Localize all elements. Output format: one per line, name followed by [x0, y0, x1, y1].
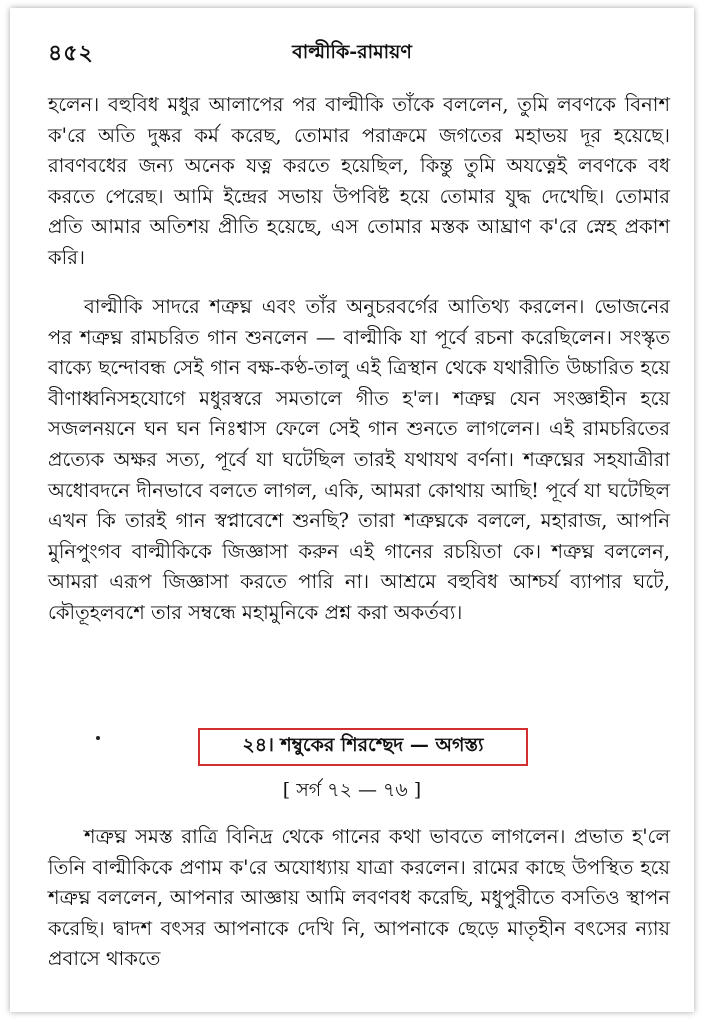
stray-dot-mark	[96, 736, 100, 740]
book-page	[10, 8, 694, 1012]
chapter-heading: ২৪। শম্বুকের শিরশ্ছেদ — অগস্ত্য	[242, 734, 484, 756]
paragraph-1: হলেন। বহুবিধ মধুর আলাপের পর বাল্মীকি তাঁকে বললেন, তুমি লবণকে বিনাশ ক'রে অতি দুষ্কর কর্ম করেছ, তোমার পরাক্রমে জগতের মহাভয় দূর হয়েছে। রাবণবধের জন্য অনেক যত্ন করতে হয়েছিল, কিন্তু তুমি অযত্নেই লবণকে বধ করতে পেরেছ। আমি ইন্দ্রের সভায় উপবিষ্ট হয়ে তোমার যুদ্ধ দেখেছি। তোমার প্রতি আমার অতিশয় প্রীতি হয়েছে, এস তোমার মস্তক আঘ্রাণ ক'রে স্নেহ প্রকাশ করি।	[48, 93, 670, 269]
page-header	[48, 36, 656, 66]
paragraph-3: শত্রুঘ্ন সমস্ত রাত্রি বিনিদ্র থেকে গানের কথা ভাবতে লাগলেন। প্রভাত হ'লে তিনি বাল্মীকিকে প্রণাম ক'রে অযোধ্যায় যাত্রা করলেন। রামের কাছে উপস্থিত হয়ে শত্রুঘ্ন বললেন, আপনার আজ্ঞায় আমি লবণবধ করেছি, মধুপুরীতে বসতিও স্থাপন করেছি। দ্বাদশ বৎসর আপনাকে দেখি নি, আপনাকে ছেড়ে মাতৃহীন বৎসের ন্যায় প্রবাসে থাকতে	[48, 825, 670, 971]
running-title: বাল্মীকি-রামায়ণ	[292, 41, 412, 63]
page-number: ৪৫২	[48, 40, 94, 66]
chapter-heading-highlight	[198, 728, 528, 766]
paragraph-2: বাল্মীকি সাদরে শত্রুঘ্ন এবং তাঁর অনুচরবর্গের আতিথ্য করলেন। ভোজনের পর শত্রুঘ্ন রামচরিত গান শুনলেন — বাল্মীকি যা পূর্বে রচনা করেছিলেন। সংস্কৃত বাক্যে ছন্দোবন্ধ সেই গান বক্ষ-কণ্ঠ-তালু এই ত্রিস্থান থেকে যথারীতি উচ্চারিত হয়ে বীণাধ্বনিসহযোগে মধুরস্বরে সমতালে গীত হ'ল। শত্রুঘ্ন যেন সংজ্ঞাহীন হয়ে সজলনয়নে ঘন ঘন নিঃশ্বাস ফেলে সেই গান শুনতে লাগলেন। এই রামচরিতের প্রত্যেক অক্ষর সত্য, পূর্বে যা ঘটেছিল তারই যথাযথ বর্ণনা। শত্রুঘ্নের সহযাত্রীরা অধোবদনে দীনভাবে বলতে লাগল, একি, আমরা কোথায় আছি! পূর্বে যা ঘটেছিল এখন কি তারই গান স্বপ্নাবেশে শুনছি? তারা শত্রুঘ্নকে বললে, মহারাজ, আপনি মুনিপুংগব বাল্মীকিকে জিজ্ঞাসা করুন এই গানের রচয়িতা কে। শত্রুঘ্ন বললেন, আমরা এরূপ জিজ্ঞাসা করতে পারি না। আশ্রমে বহুবিধ আশ্চর্য ব্যাপার ঘটে, কৌতূহলবশে তার সম্বন্ধে মহামুনিকে প্রশ্ন করা অকর্তব্য।	[48, 295, 670, 624]
sarga-reference: [ সর্গ ৭২ — ৭৬ ]	[282, 779, 422, 801]
